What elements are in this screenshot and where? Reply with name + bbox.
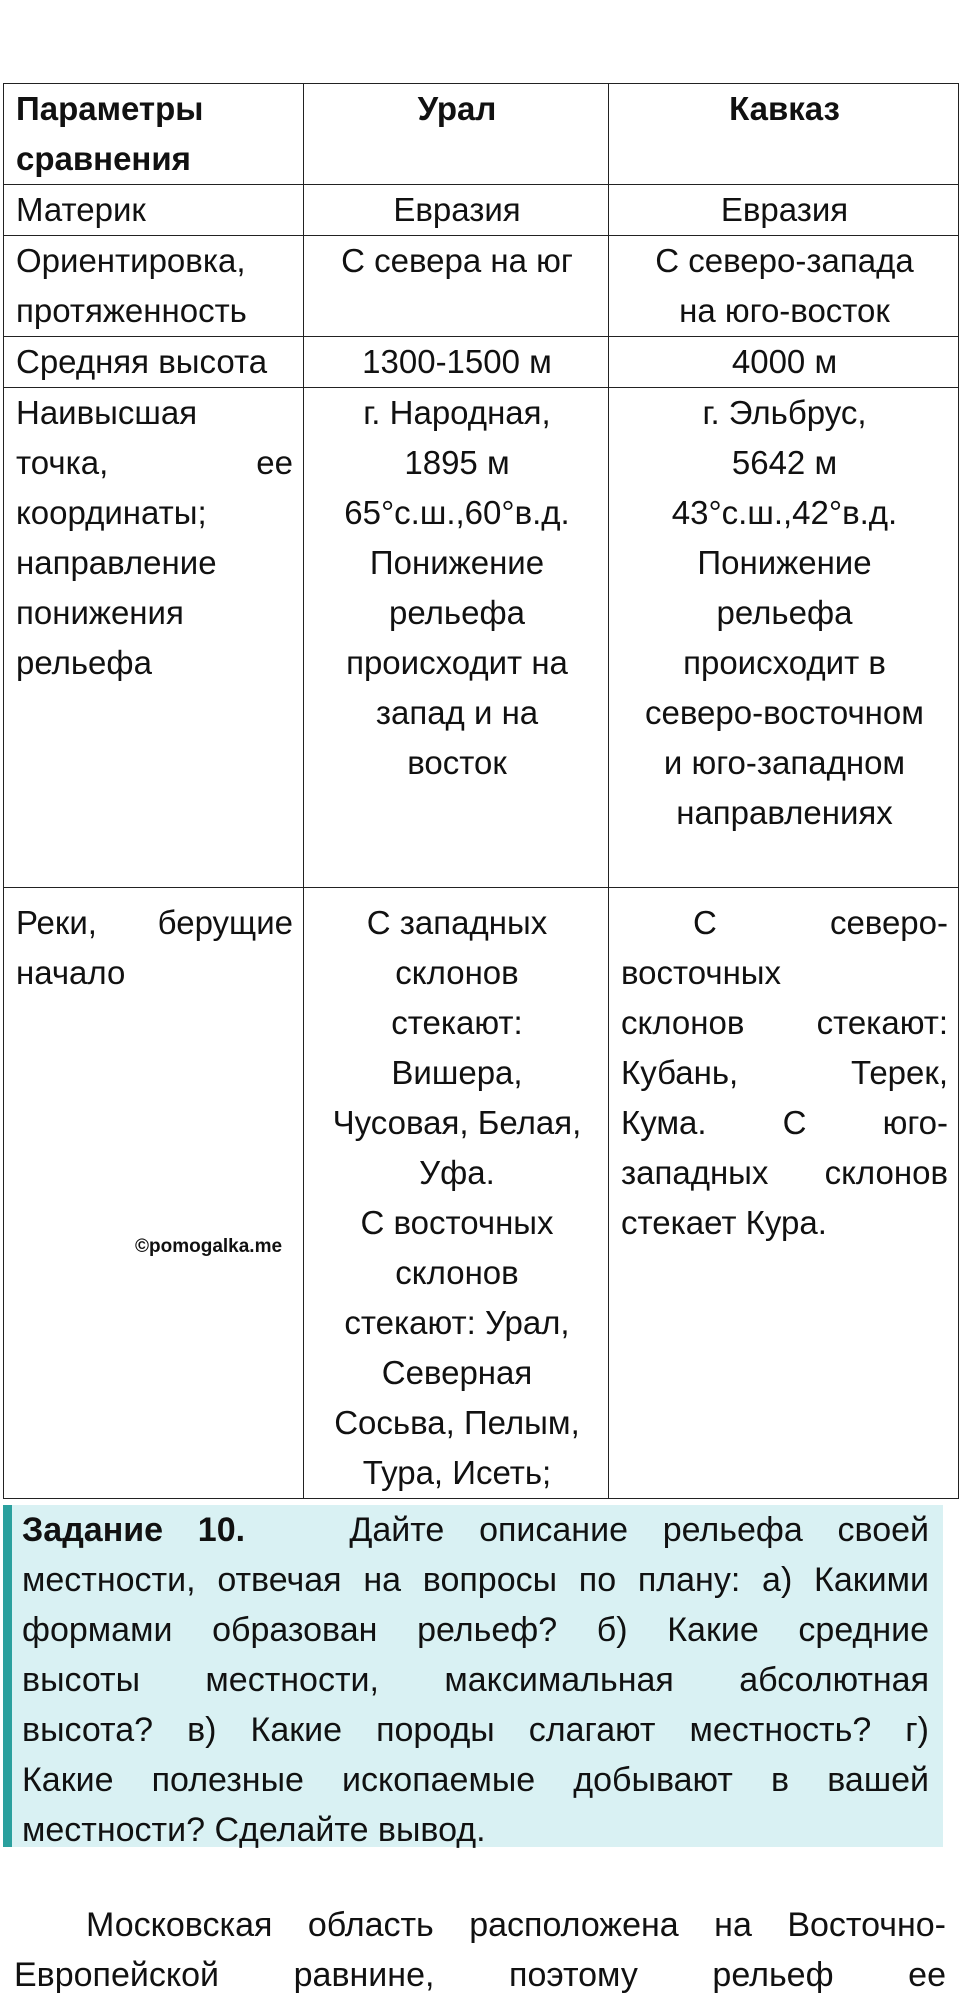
answer-text <box>14 1900 946 2000</box>
row-param: Материк <box>4 185 304 236</box>
header-kavkaz: Кавказ <box>609 84 959 185</box>
header-text: сравнения <box>16 140 191 177</box>
task-line: формами образован рельеф? б) Какие средние <box>22 1611 929 1649</box>
table-row <box>4 337 959 388</box>
row-param: Средняя высота <box>4 337 304 388</box>
row-kavkaz: 4000 м <box>609 337 959 388</box>
header-ural: Урал <box>304 84 609 185</box>
task-line: местности? Сделайте вывод. <box>22 1811 486 1849</box>
table-row <box>4 236 959 337</box>
row-ural: 1300-1500 м <box>304 337 609 388</box>
row-kavkaz: С северо-запада на юго-восток <box>609 236 959 337</box>
row-ural: Евразия <box>304 185 609 236</box>
answer-line: Московская область расположена на Восточно- <box>86 1906 946 1944</box>
task-line: Задание 10. Дайте описание рельефа своей <box>22 1511 930 1549</box>
row-ural: С севера на юг <box>304 236 609 337</box>
row-kavkaz: С северо- восточных склонов стекают: Кубань, Терек, Кума. С юго- западных склонов стекает Кура. <box>609 888 959 1499</box>
task-line: местности, отвечая на вопросы по плану: а) Какими <box>22 1561 929 1599</box>
table-row <box>4 388 959 888</box>
watermark: ©pomogalka.me <box>135 1236 283 1257</box>
row-param: Ориентировка, протяженность <box>4 236 304 337</box>
row-ural: С западных склонов стекают: Вишера, Чусовая, Белая, Уфа. С восточных склонов стекают: Урал, Северная Сосьва, Пелым, Тура, Исеть; <box>304 888 609 1499</box>
row-kavkaz: Евразия <box>609 185 959 236</box>
row-param: Наивысшая точка, ее координаты; направление понижения рельефа <box>4 388 304 888</box>
task-line: высота? в) Какие породы слагают местность? г) <box>22 1711 929 1749</box>
comparison-table <box>3 83 959 1499</box>
row-kavkaz: г. Эльбрус, 5642 м 43°с.ш.,42°в.д. Понижение рельефа происходит в северо-восточном и юго-западном направлениях <box>609 388 959 888</box>
table-row <box>4 185 959 236</box>
row-ural: г. Народная, 1895 м 65°с.ш.,60°в.д. Понижение рельефа происходит на запад и на восток <box>304 388 609 888</box>
task-line: высоты местности, максимальная абсолютная <box>22 1661 929 1699</box>
task-line: Какие полезные ископаемые добывают в вашей <box>22 1761 929 1799</box>
answer-line: Европейской равнине, поэтому рельеф ее <box>14 1956 946 1994</box>
table-header-row <box>4 84 959 185</box>
task-label: Задание 10. <box>22 1511 246 1549</box>
row-param: Реки, берущие начало <box>4 888 304 1499</box>
header-parameters <box>4 84 304 185</box>
header-text: Параметры <box>16 90 204 127</box>
task-box <box>3 1505 943 1847</box>
table-row <box>4 888 959 1499</box>
